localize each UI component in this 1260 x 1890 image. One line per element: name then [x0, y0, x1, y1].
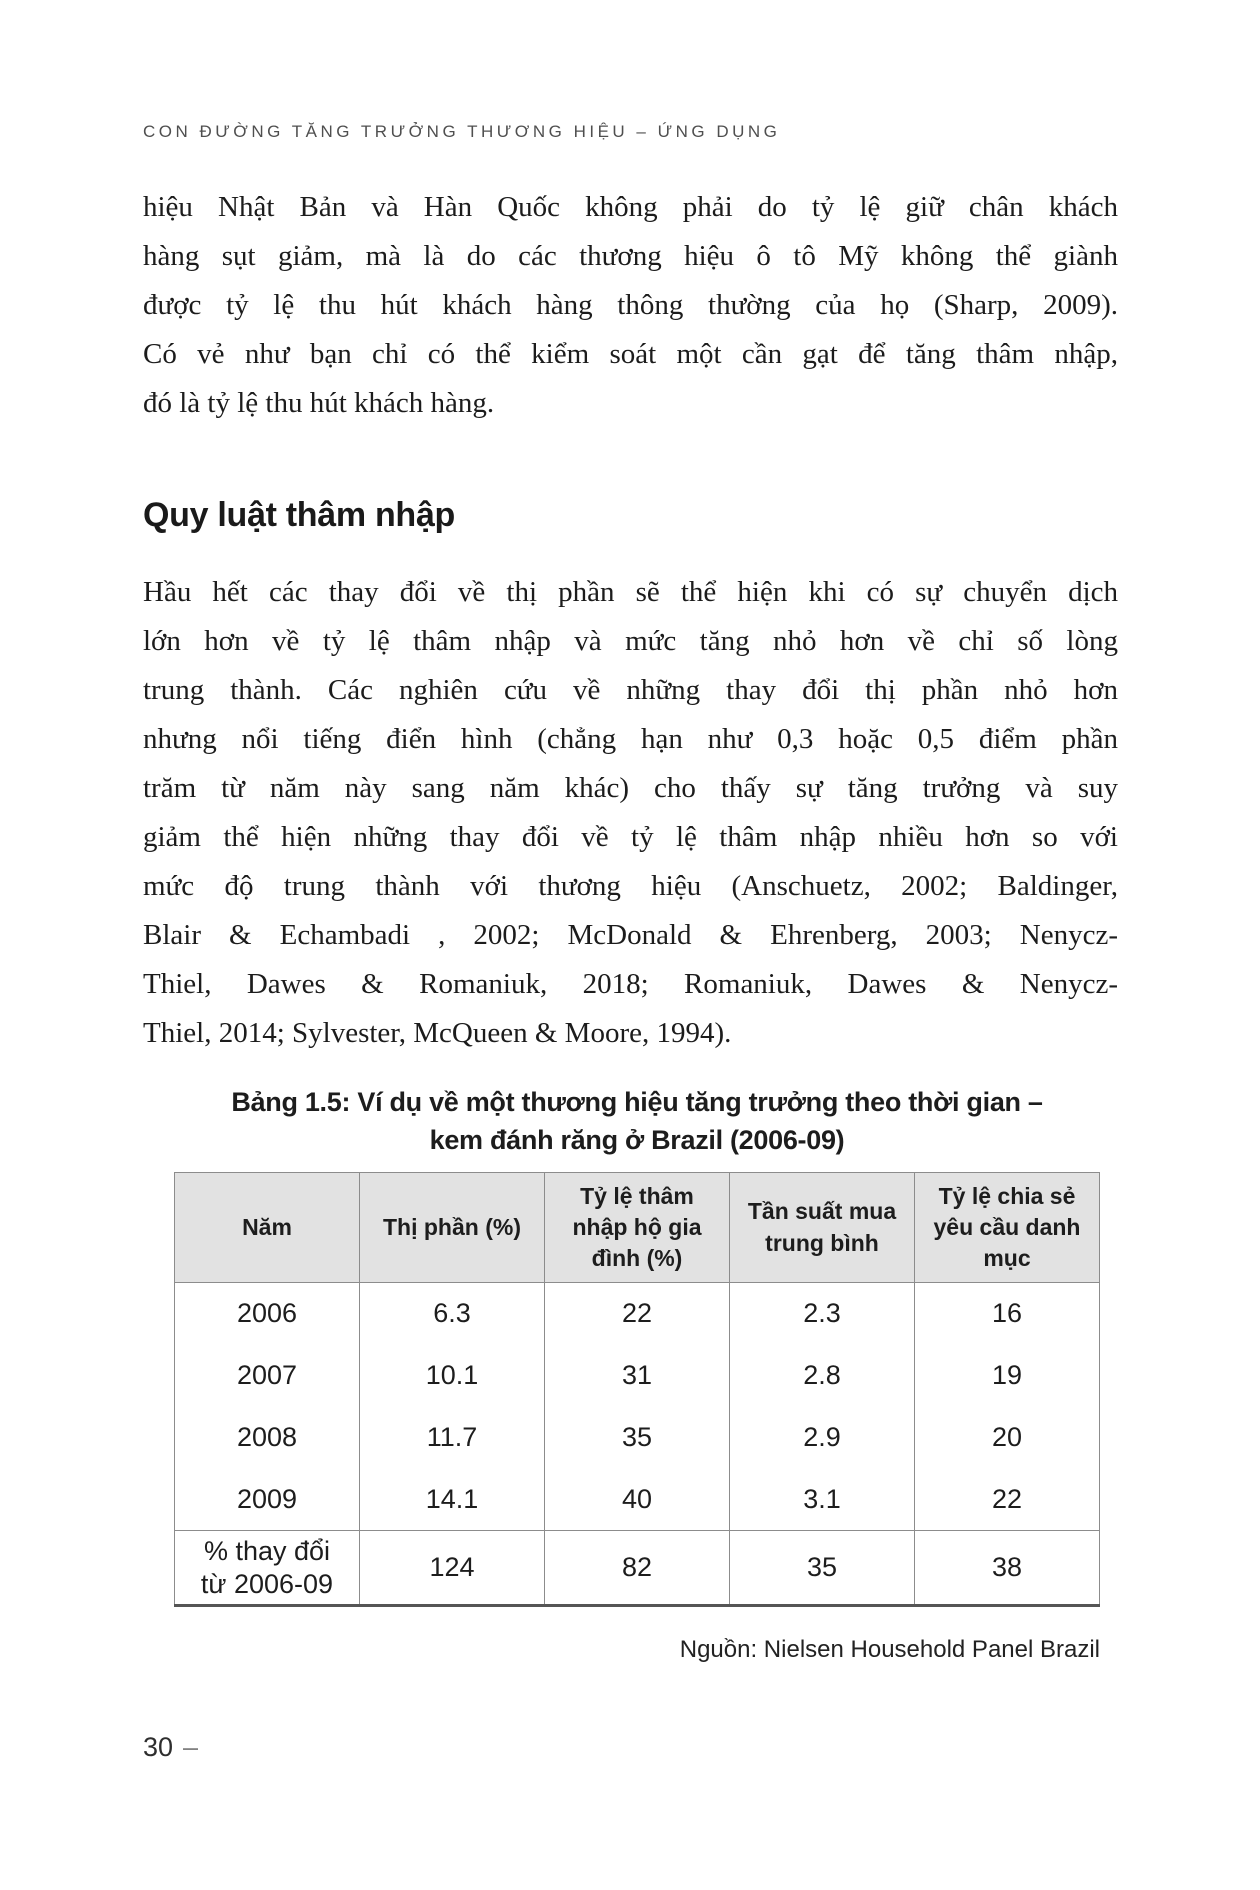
paragraph-line: mức độ trung thành với thương hiệu (Anschuetz, 2002; Baldinger,	[143, 870, 1118, 902]
table-row	[175, 1469, 1100, 1531]
section-heading: Quy luật thâm nhập	[143, 496, 455, 534]
cell-penetration-change: 82	[545, 1531, 730, 1606]
paragraph-line: Thiel, 2014; Sylvester, McQueen & Moore, 1994).	[143, 1017, 732, 1049]
cell-share-of-requirements: 16	[915, 1283, 1100, 1345]
cell-market-share: 14.1	[360, 1469, 545, 1531]
paragraph-line: Blair & Echambadi , 2002; McDonald & Ehrenberg, 2003; Nenycz-	[143, 919, 1118, 951]
paragraph-line: hiệu Nhật Bản và Hàn Quốc không phải do tỷ lệ giữ chân khách	[143, 191, 1118, 223]
page-number: 30	[143, 1732, 174, 1762]
cell-share-of-requirements: 22	[915, 1469, 1100, 1531]
table-caption	[174, 1083, 1100, 1159]
paragraph-line: Thiel, Dawes & Romaniuk, 2018; Romaniuk, Dawes & Nenycz-	[143, 968, 1118, 1000]
cell-market-share: 11.7	[360, 1407, 545, 1469]
table-caption-line-2: kem đánh răng ở Brazil (2006-09)	[429, 1125, 845, 1155]
table-row	[175, 1283, 1100, 1345]
paragraph-line: Hầu hết các thay đổi về thị phần sẽ thể hiện khi có sự chuyển dịch	[143, 576, 1118, 608]
cell-share-of-requirements-change: 38	[915, 1531, 1100, 1606]
cell-year: 2007	[175, 1345, 360, 1407]
cell-penetration: 31	[545, 1345, 730, 1407]
table-row	[175, 1345, 1100, 1407]
paragraph-line: giảm thể hiện những thay đổi về tỷ lệ thâm nhập nhiều hơn so với	[143, 821, 1118, 853]
paragraph-line: hàng sụt giảm, mà là do các thương hiệu ô tô Mỹ không thể giành	[143, 240, 1118, 272]
table-header-row	[175, 1173, 1100, 1283]
paragraph-line: lớn hơn về tỷ lệ thâm nhập và mức tăng nhỏ hơn về chỉ số lòng	[143, 625, 1118, 657]
cell-market-share: 10.1	[360, 1345, 545, 1407]
cell-frequency: 3.1	[730, 1469, 915, 1531]
cell-penetration: 40	[545, 1469, 730, 1531]
cell-penetration: 22	[545, 1283, 730, 1345]
running-head: CON ĐƯỜNG TĂNG TRƯỞNG THƯƠNG HIỆU – ỨNG DỤNG	[143, 122, 781, 141]
column-header-frequency: Tần suất mua trung bình	[730, 1173, 915, 1283]
table-source: Nguồn: Nielsen Household Panel Brazil	[679, 1636, 1100, 1663]
column-header-penetration: Tỷ lệ thâm nhập hộ gia đình (%)	[545, 1173, 730, 1283]
cell-change-label: % thay đổi từ 2006-09	[175, 1531, 360, 1606]
paragraph-1	[143, 183, 1118, 428]
paragraph-line: trung thành. Các nghiên cứu về những thay đổi thị phần nhỏ hơn	[143, 674, 1118, 706]
cell-year: 2006	[175, 1283, 360, 1345]
paragraph-line: trăm từ năm này sang năm khác) cho thấy sự tăng trưởng và suy	[143, 772, 1118, 804]
page-footer	[143, 1732, 198, 1763]
cell-share-of-requirements: 19	[915, 1345, 1100, 1407]
column-header-year: Năm	[175, 1173, 360, 1283]
column-header-market-share: Thị phần (%)	[360, 1173, 545, 1283]
table-row-percent-change	[175, 1531, 1100, 1606]
cell-frequency-change: 35	[730, 1531, 915, 1606]
table-1-5	[174, 1172, 1100, 1607]
paragraph-2	[143, 568, 1118, 1058]
table-row	[175, 1407, 1100, 1469]
cell-frequency: 2.3	[730, 1283, 915, 1345]
cell-year: 2009	[175, 1469, 360, 1531]
cell-penetration: 35	[545, 1407, 730, 1469]
paragraph-line: được tỷ lệ thu hút khách hàng thông thường của họ (Sharp, 2009).	[143, 289, 1118, 321]
paragraph-line: Có vẻ như bạn chỉ có thể kiểm soát một cần gạt để tăng thâm nhập,	[143, 338, 1118, 370]
cell-share-of-requirements: 20	[915, 1407, 1100, 1469]
table-caption-line-1: Bảng 1.5: Ví dụ về một thương hiệu tăng trưởng theo thời gian –	[231, 1087, 1043, 1117]
cell-frequency: 2.8	[730, 1345, 915, 1407]
paragraph-line: đó là tỷ lệ thu hút khách hàng.	[143, 387, 495, 419]
paragraph-line: nhưng nổi tiếng điển hình (chẳng hạn như 0,3 hoặc 0,5 điểm phần	[143, 723, 1118, 755]
cell-year: 2008	[175, 1407, 360, 1469]
cell-frequency: 2.9	[730, 1407, 915, 1469]
column-header-share-of-requirements: Tỷ lệ chia sẻ yêu cầu danh mục	[915, 1173, 1100, 1283]
brand-growth-table	[174, 1172, 1100, 1607]
cell-market-share-change: 124	[360, 1531, 545, 1606]
page-number-dash: –	[183, 1732, 199, 1762]
cell-market-share: 6.3	[360, 1283, 545, 1345]
